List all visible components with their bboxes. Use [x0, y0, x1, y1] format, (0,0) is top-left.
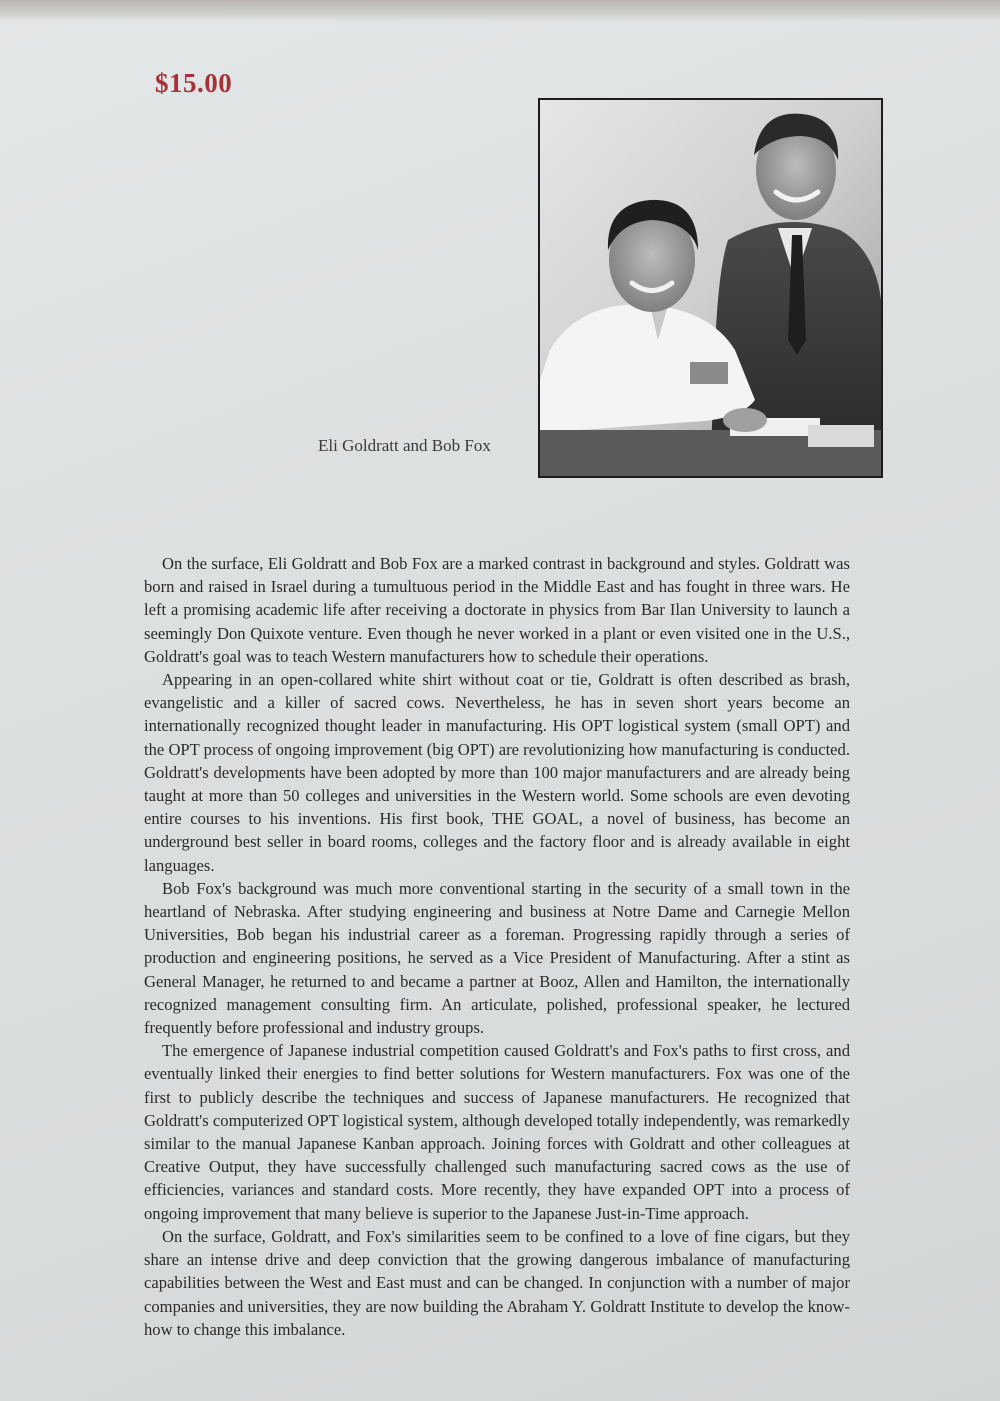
photo-caption: Eli Goldratt and Bob Fox [318, 436, 491, 455]
bio-paragraph: The emergence of Japanese industrial competition caused Goldratt's and Fox's paths to first cross, and eventually linked their energies to find better solutions for Western manufacturers. Fox was one of the first to publicly describe the techniques and success of Japanese manufacturers. He recognized that Goldratt's computerized OPT logistical system, although developed totally independently, was remarkedly similar to the manual Japanese Kanban approach. Joining forces with Goldratt and other colleagues at Creative Output, they have successfully challenged such manufacturing sacred cows as the use of efficiencies, variances and standard costs. More recently, they have expanded OPT into a process of ongoing improvement that many believe is superior to the Japanese Just-in-Time approach. [144, 1041, 850, 1223]
bio-paragraph: Appearing in an open-collared white shirt without coat or tie, Goldratt is often described as brash, evangelistic and a killer of sacred cows. Nevertheless, he has in seven short years become an internationally recognized thought leader in manufacturing. His OPT logistical system (small OPT) and the OPT process of ongoing improvement (big OPT) are revolutionizing how manufacturing is conducted. Goldratt's developments have been adopted by more than 100 major manufacturers and are already being taught at more than 50 colleges and universities in the Western world. Some schools are even devoting entire courses to his inventions. His first book, THE GOAL, a novel of business, has become an underground best seller in board rooms, colleges and the factory floor and is already available in eight languages. [144, 670, 850, 875]
cover-top-edge [0, 0, 1000, 22]
bio-paragraph: Bob Fox's background was much more conventional starting in the security of a small town in the heartland of Nebraska. After studying engineering and business at Notre Dame and Carnegie Mellon Universities, Bob began his industrial career as a foreman. Progressing rapidly through a series of production and engineering positions, he served as a Vice President of Manufacturing. After a stint as General Manager, he returned to and became a partner at Booz, Allen and Hamilton, the internationally recognized management consulting firm. An articulate, polished, professional speaker, he lectured frequently before professional and industry groups. [144, 878, 850, 1038]
author-photo [538, 98, 883, 478]
author-photo-image [540, 100, 881, 476]
bio-paragraph: On the surface, Goldratt, and Fox's similarities seem to be confined to a love of fine cigars, but they share an intense drive and deep conviction that the growing dangerous imbalance of manufacturing capabilities between the West and East must and can be changed. In conjunction with a number of major companies and universities, they are now building the Abraham Y. Goldratt Institute to develop the know-how to change this imbalance. [144, 1226, 850, 1339]
price-label: $15.00 [155, 68, 233, 98]
author-biography [144, 552, 850, 1341]
bio-paragraph: On the surface, Eli Goldratt and Bob Fox are a marked contrast in background and styles. Goldratt was born and raised in Israel during a tumultuous period in the Middle East and has fought in three wars. He left a promising academic life after receiving a doctorate in physics from Bar Ilan University to launch a seemingly Don Quixote venture. Even though he never worked in a plant or even visited one in the U.S., Goldratt's goal was to teach Western manufacturers how to schedule their operations. [144, 554, 850, 666]
